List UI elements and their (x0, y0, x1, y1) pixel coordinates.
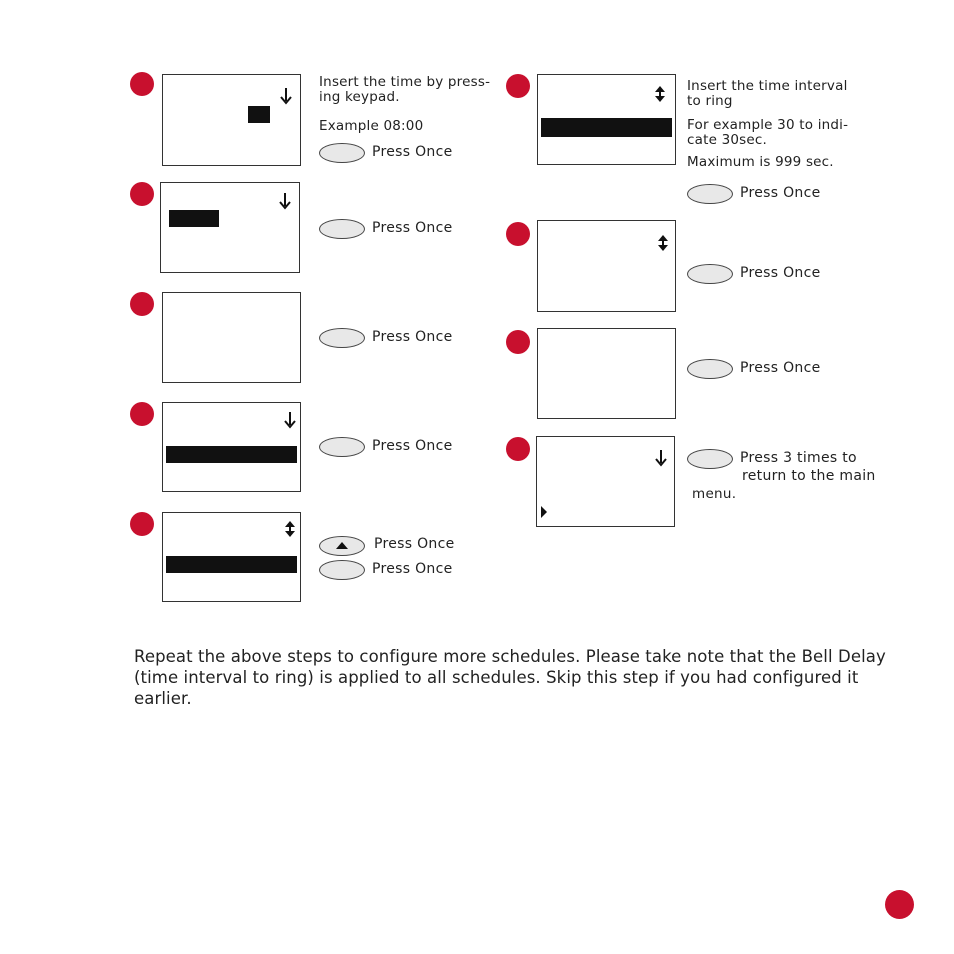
triangle-up-icon (335, 541, 349, 551)
keypad-button[interactable] (319, 219, 365, 239)
keypad-button[interactable] (319, 328, 365, 348)
step-marker (506, 330, 530, 354)
keypad-button[interactable] (687, 264, 733, 284)
lcd-highlight-bar (166, 556, 297, 573)
keypad-button[interactable] (687, 359, 733, 379)
press-once-label: Press Once (372, 438, 453, 454)
lcd-highlight-bar (169, 210, 219, 227)
lcd-screen (537, 220, 676, 312)
step-marker (506, 437, 530, 461)
arrow-down-icon (279, 87, 293, 105)
keypad-button[interactable] (319, 560, 365, 580)
press-times-label: Press 3 times to (740, 450, 857, 466)
keypad-button[interactable] (687, 184, 733, 204)
arrow-down-icon (278, 192, 292, 210)
step-marker (130, 292, 154, 316)
press-once-label: Press Once (372, 561, 453, 577)
cursor-right-icon (541, 506, 547, 518)
lcd-screen (537, 328, 676, 419)
press-once-label: Press Once (372, 329, 453, 345)
example-text: Example 08:00 (319, 118, 424, 134)
lcd-screen (162, 512, 301, 602)
arrow-updown-icon (653, 85, 667, 103)
page-marker (885, 890, 914, 919)
step-marker (130, 402, 154, 426)
keypad-button[interactable] (319, 143, 365, 163)
lcd-screen (537, 74, 676, 165)
arrow-down-icon (283, 411, 297, 429)
step-marker (506, 222, 530, 246)
up-button[interactable] (319, 536, 365, 556)
lcd-highlight-bar (166, 446, 297, 463)
return-main-text: return to the main (742, 468, 876, 484)
press-once-label: Press Once (740, 360, 821, 376)
press-once-label: Press Once (740, 265, 821, 281)
step-marker (130, 512, 154, 536)
instruction-text: Insert the time interval to ring (687, 78, 848, 109)
arrow-updown-icon (283, 520, 297, 538)
press-once-label: Press Once (740, 185, 821, 201)
lcd-cursor-block (248, 106, 270, 123)
arrow-down-icon (654, 449, 668, 467)
menu-text: menu. (692, 486, 737, 502)
lcd-highlight-bar (541, 118, 672, 137)
maximum-text: Maximum is 999 sec. (687, 154, 834, 170)
instruction-text: Insert the time by press- ing keypad. (319, 74, 491, 105)
step-marker (130, 72, 154, 96)
example-text: For example 30 to indi- cate 30sec. (687, 117, 849, 148)
keypad-button[interactable] (687, 449, 733, 469)
press-once-label: Press Once (372, 220, 453, 236)
lcd-screen (536, 436, 675, 527)
press-once-label: Press Once (372, 144, 453, 160)
arrow-updown-icon (656, 234, 670, 252)
lcd-screen (162, 292, 301, 383)
step-marker (506, 74, 530, 98)
lcd-screen (160, 182, 300, 273)
instruction-paragraph: Repeat the above steps to configure more schedules. Please take note that the Bell Delay (time interval to ring) is applied to all schedules. Skip this step if you had configured it earlier. (134, 647, 886, 708)
step-marker (130, 182, 154, 206)
press-once-label: Press Once (374, 536, 455, 552)
keypad-button[interactable] (319, 437, 365, 457)
lcd-screen (162, 74, 301, 166)
lcd-screen (162, 402, 301, 492)
